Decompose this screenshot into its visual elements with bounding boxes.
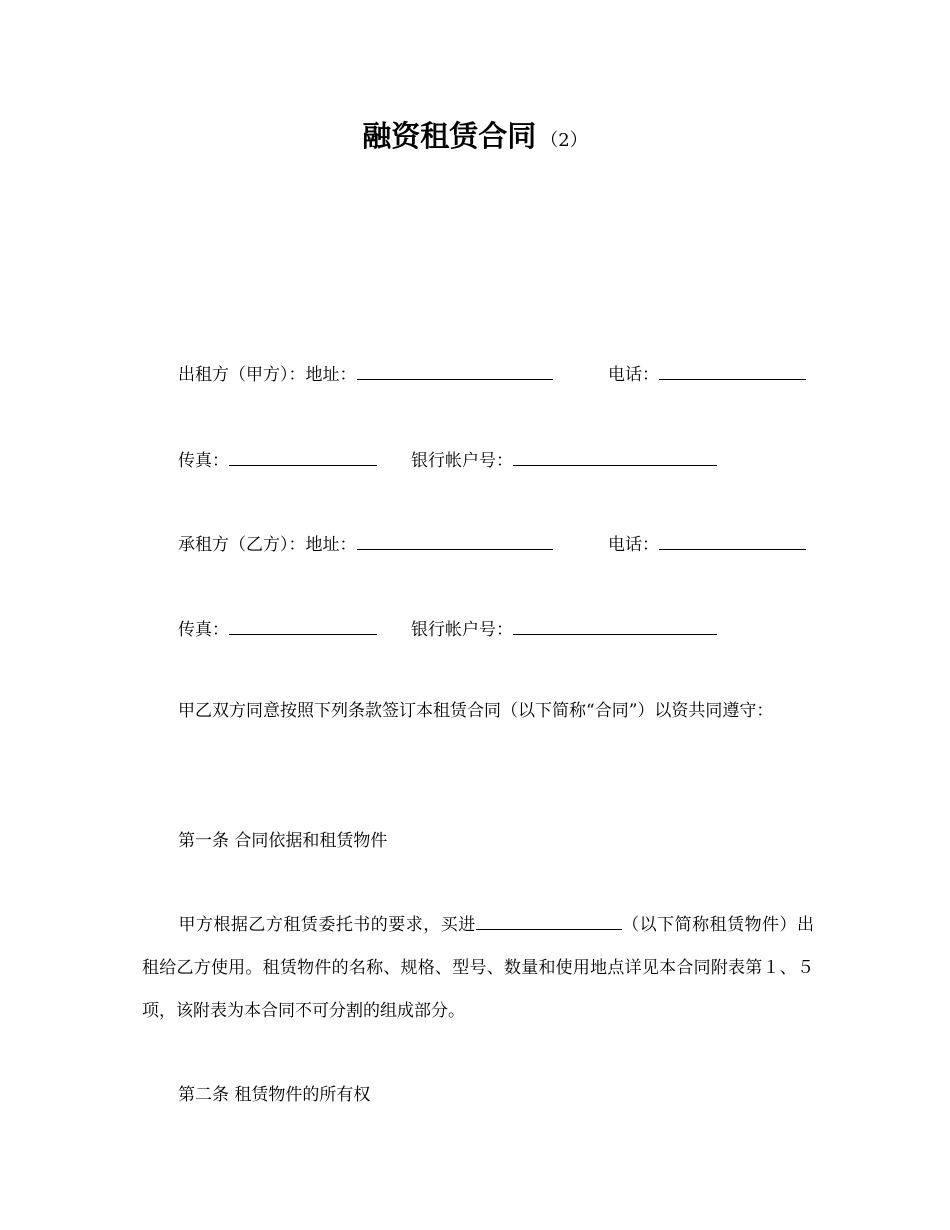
lessor-phone-label: 电话： <box>608 365 659 385</box>
document-title <box>0 112 950 165</box>
article-1-paragraph <box>142 904 814 1033</box>
lessee-bank-label: 银行帐户号： <box>411 620 513 640</box>
article-1-text-after: （以下简称租赁物件）出租给乙方使用。租赁物件的名称、规格、型号、数量和使用地点详见本合同附表第１、５项，该附表为本合同不可分割的组成部分。 <box>142 915 815 1021</box>
lessor-phone-blank <box>659 361 806 380</box>
lessor-bank-blank <box>513 447 717 466</box>
lessee-fax-line <box>178 616 377 642</box>
lessor-address-blank <box>357 361 553 380</box>
lessor-bank-line <box>411 447 717 473</box>
lessor-address-line <box>178 361 553 387</box>
lessee-fax-blank <box>229 616 377 635</box>
article-1-heading: 第一条 合同依据和租赁物件 <box>178 831 388 851</box>
lessor-phone-line <box>608 361 806 387</box>
article-2-heading: 第二条 租赁物件的所有权 <box>178 1085 371 1105</box>
lessor-fax-blank <box>229 447 377 466</box>
lessee-fax-label: 传真： <box>178 620 229 640</box>
lessee-address-blank <box>357 531 553 550</box>
lessee-address-label: 承租方（乙方）：地址： <box>178 535 357 555</box>
title-number: （2） <box>540 130 588 151</box>
lessee-bank-line <box>411 616 717 642</box>
lessee-bank-blank <box>513 616 717 635</box>
lessor-fax-line <box>178 447 377 473</box>
lessee-phone-label: 电话： <box>608 535 659 555</box>
preamble-text: 甲乙双方同意按照下列条款签订本租赁合同（以下简称“合同”）以资共同遵守： <box>178 701 774 721</box>
preamble-paragraph <box>142 690 814 733</box>
lessee-phone-line <box>608 531 806 557</box>
leased-item-blank <box>476 911 622 930</box>
lessor-bank-label: 银行帐户号： <box>411 451 513 471</box>
lessee-phone-blank <box>659 531 806 550</box>
title-main: 融资租赁合同 <box>362 119 537 153</box>
lessee-address-line <box>178 531 553 557</box>
lessor-address-label: 出租方（甲方）：地址： <box>178 365 357 385</box>
lessor-fax-label: 传真： <box>178 451 229 471</box>
article-1-text-before: 甲方根据乙方租赁委托书的要求，买进 <box>178 915 476 935</box>
